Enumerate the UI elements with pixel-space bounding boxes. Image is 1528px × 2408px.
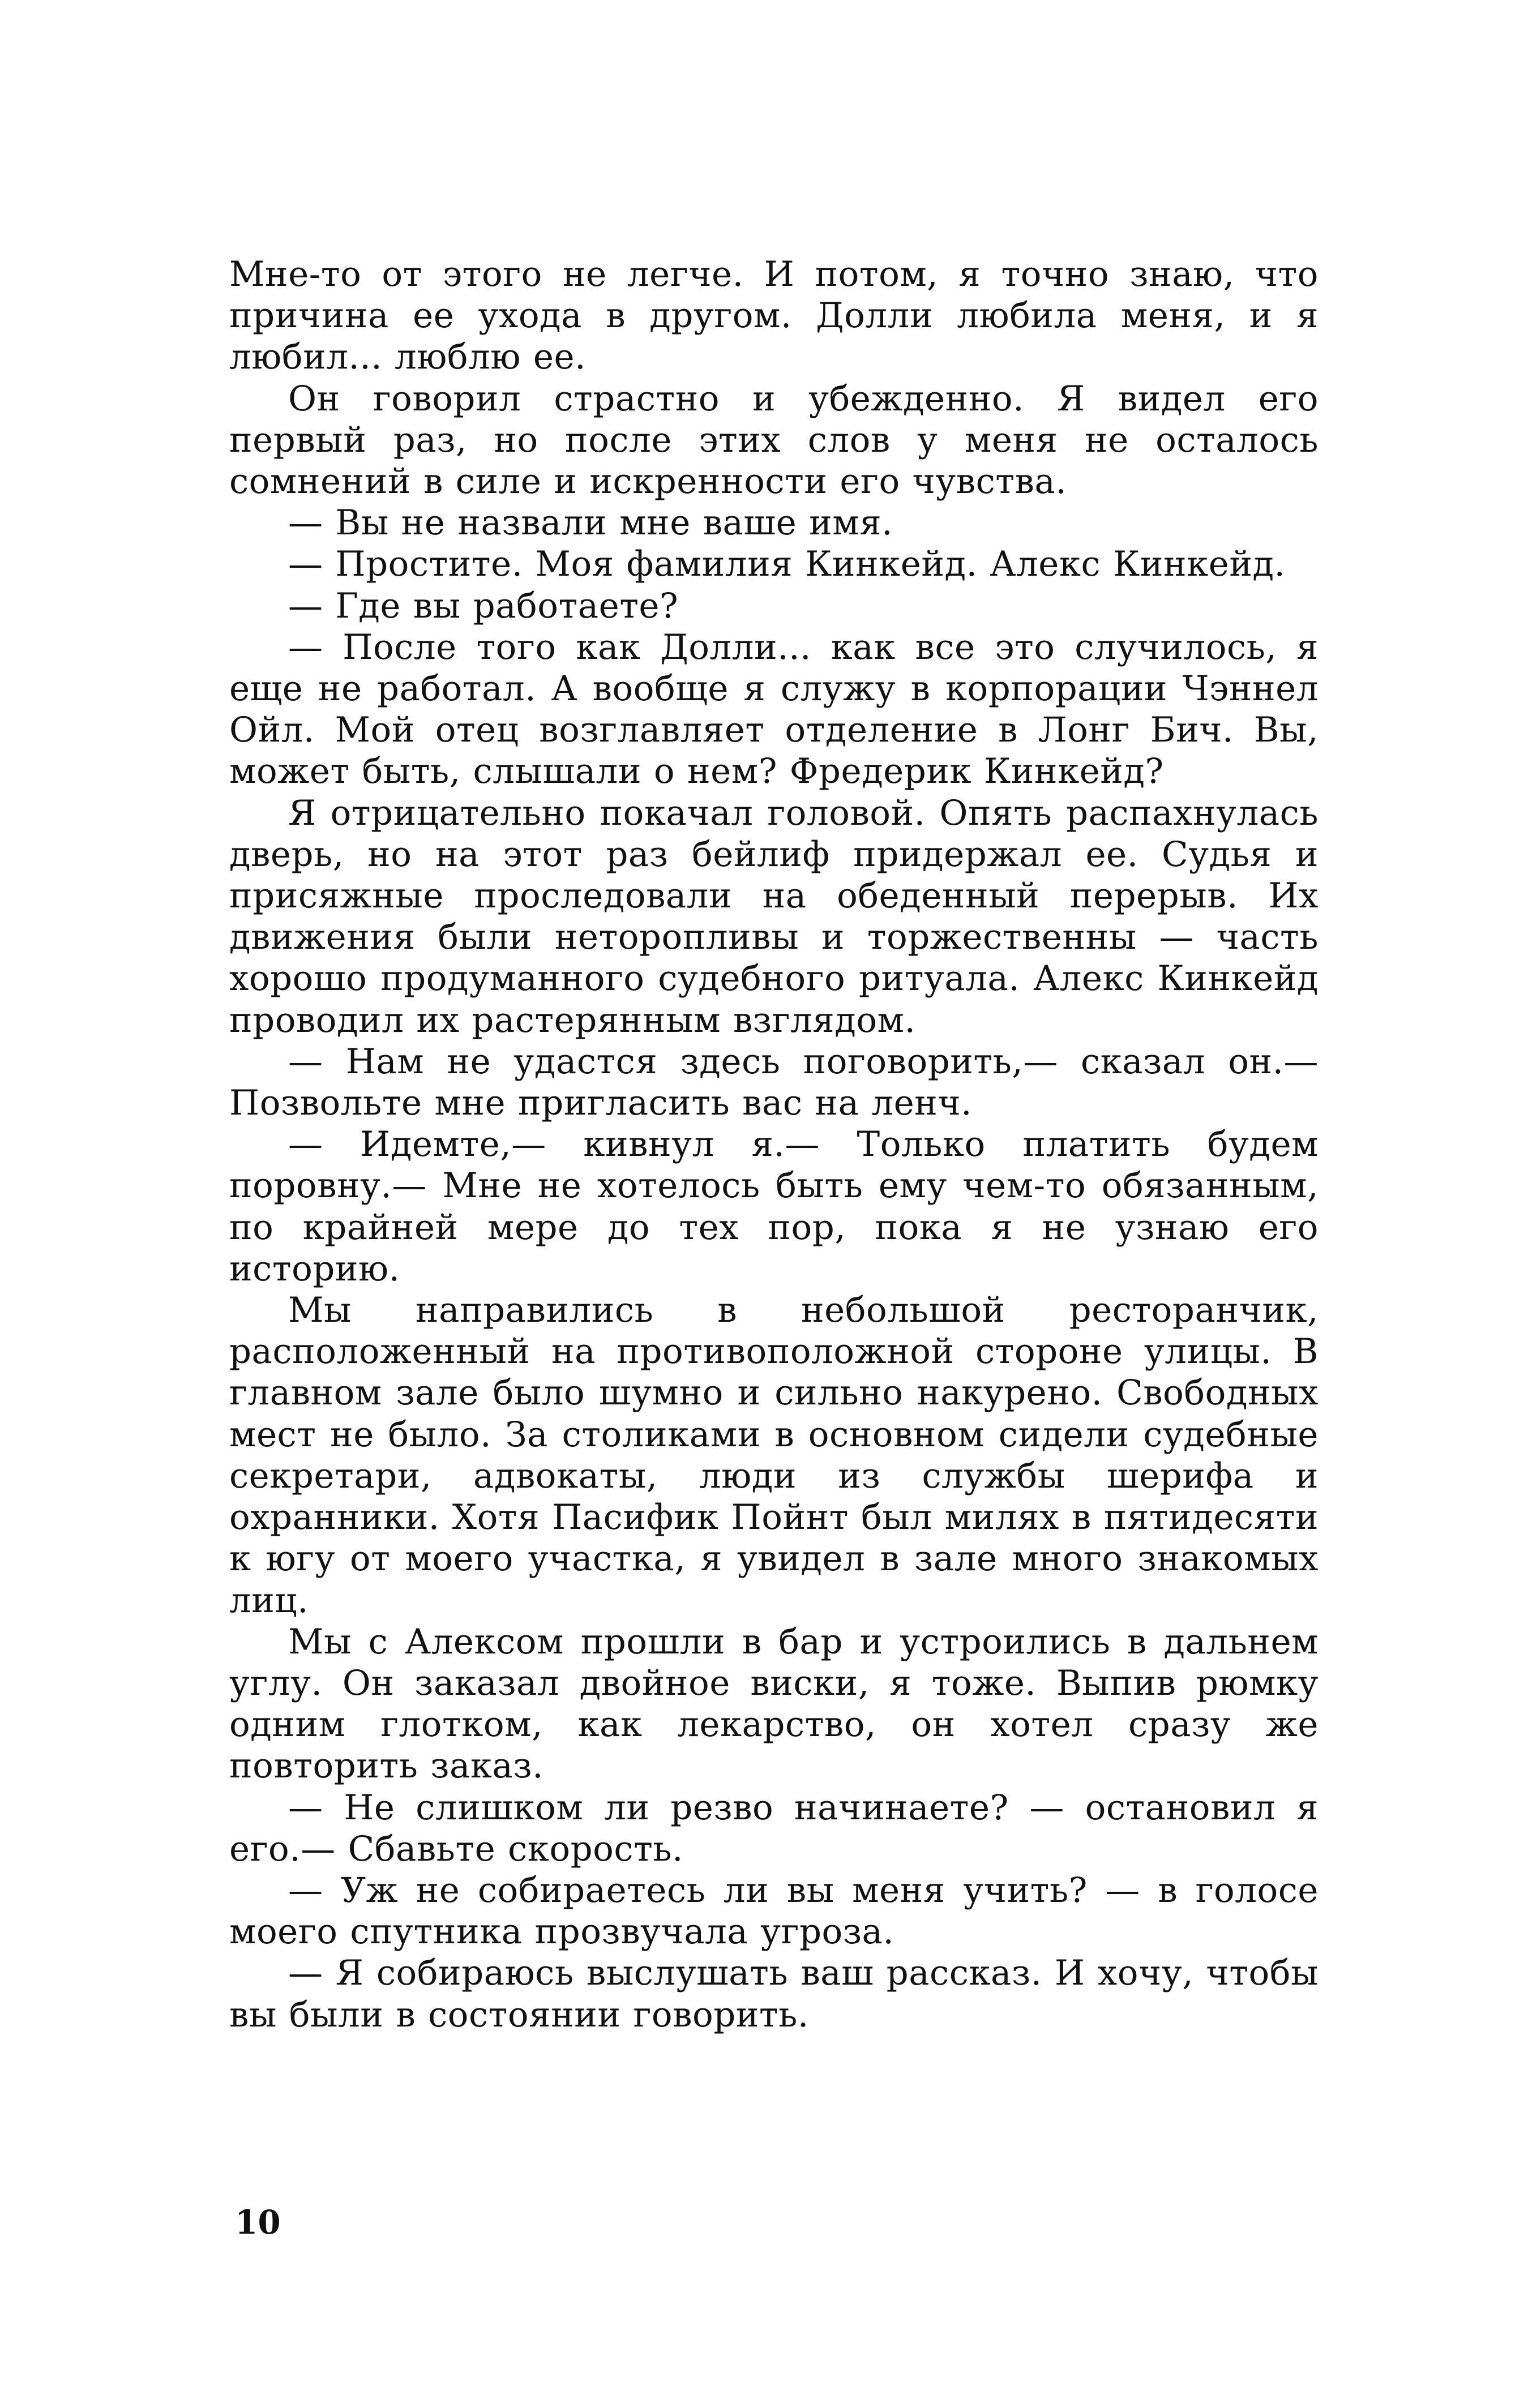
page-number: 10 — [235, 2203, 281, 2242]
paragraph-7: Я отрицательно покачал головой. Опять распахнулась дверь, но на этот раз бейлиф придержал ее. Судья и присяжные проследовали на обеденный перерыв. Их движения были неторопливы и торжественны — часть хорошо продуманного судебного ритуала. Алекс Кинкейд проводил их растерянным взглядом. — [229, 792, 1319, 1040]
paragraph-1: Мне-то от этого не легче. И потом, я точно знаю, что причина ее ухода в другом. Долли любила меня, и я любил... люблю ее. — [229, 254, 1319, 378]
paragraph-2: Он говорил страстно и убежденно. Я видел его первый раз, но после этих слов у меня не осталось сомнений в силе и искренности его чувства. — [229, 378, 1319, 502]
paragraph-8: — Нам не удастся здесь поговорить,— сказал он.— Позвольте мне пригласить вас на ленч. — [229, 1041, 1319, 1124]
paragraph-14: — Я собираюсь выслушать ваш рассказ. И хочу, чтобы вы были в состоянии говорить. — [229, 1953, 1319, 2035]
paragraph-5: — Где вы работаете? — [288, 585, 679, 626]
paragraph-10: Мы направились в небольшой ресторанчик, расположенный на противоположной стороне улицы. В главном зале было шумно и сильно накурено. Свободных мест не было. За столиками в основном сидели судебные секретари, адвокаты, люди из службы шерифа и охранники. Хотя Пасифик Пойнт был милях в пятидесяти к югу от моего участка, я увидел в зале много знакомых лиц. — [229, 1290, 1319, 1621]
paragraph-12: — Не слишком ли резво начинаете? — остановил я его.— Сбавьте скорость. — [229, 1787, 1319, 1869]
paragraph-13: — Уж не собираетесь ли вы меня учить? — в голосе моего спутника прозвучала угроза. — [229, 1870, 1319, 1952]
body-text — [229, 254, 1319, 2036]
paragraph-9: — Идемте,— кивнул я.— Только платить будем поровну.— Мне не хотелось быть ему чем-то обязанным, по крайней мере до тех пор, пока я не узнаю его историю. — [229, 1124, 1319, 1289]
paragraph-6: — После того как Долли... как все это случилось, я еще не работал. А вообще я служу в корпорации Чэннел Ойл. Мой отец возглавляет отделение в Лонг Бич. Вы, может быть, слышали о нем? Фредерик Кинкейд? — [229, 627, 1319, 792]
paragraph-3: — Вы не назвали мне ваше имя. — [288, 503, 893, 543]
paragraph-11: Мы с Алексом прошли в бар и устроились в дальнем углу. Он заказал двойное виски, я тоже. Выпив рюмку одним глотком, как лекарство, он хотел сразу же повторить заказ. — [229, 1621, 1319, 1786]
paragraph-4: — Простите. Моя фамилия Кинкейд. Алекс Кинкейд. — [288, 544, 1286, 585]
